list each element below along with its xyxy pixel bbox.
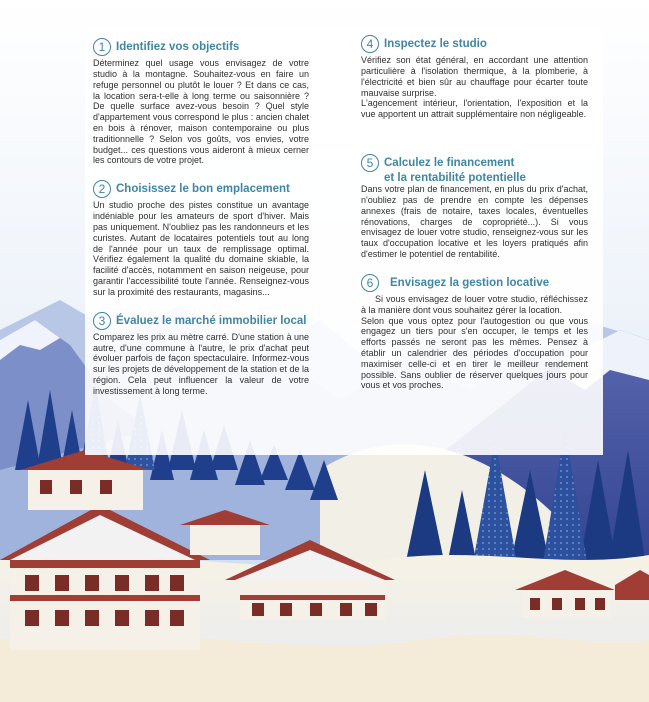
section-number: 6 bbox=[361, 274, 379, 292]
left-column bbox=[93, 38, 309, 406]
section-number: 4 bbox=[361, 35, 379, 53]
section-body: Si vous envisagez de louer votre studio, réfléchissez à la manière dont vous souhaitez gérer la location. bbox=[361, 294, 588, 315]
section-number: 3 bbox=[93, 312, 111, 330]
section-number: 2 bbox=[93, 180, 111, 198]
section-body-2: L'agencement intérieur, l'orientation, l'exposition et la vue apportent un attrait supplémentaire non négligeable. bbox=[361, 98, 588, 120]
section-title: Inspectez le studio bbox=[384, 38, 487, 50]
section-title: Évaluez le marché immobilier local bbox=[116, 314, 307, 327]
right-column bbox=[361, 35, 588, 400]
section-6 bbox=[361, 274, 588, 391]
section-title: Identifiez vos objectifs bbox=[116, 41, 240, 53]
section-body: Vérifiez son état général, en accordant une attention particulière à l'isolation thermique, à la plomberie, à l'électricité et bien sûr au chauffage pour écarter toute mauvaise surprise. bbox=[361, 55, 588, 98]
section-3 bbox=[93, 312, 309, 397]
section-body: Déterminez quel usage vous envisagez de votre studio à la montagne. Souhaitez-vous en faire un refuge personnel ou plutôt le louer ? Et dans ce cas, la location sera-t-elle à long terme ou saisonnière ? De quelle surface avez-vous besoin ? Quel style d'appartement vous correspond le plus : ancien chalet en bois à rénover, maison contemporaine ou plus traditionnelle ? Selon vos goûts, vos envies, votre budget... ces questions vous aideront à mieux cerner les contours de votre projet. bbox=[93, 58, 309, 166]
section-5 bbox=[361, 154, 588, 260]
section-1 bbox=[93, 38, 309, 166]
section-body: Comparez les prix au mètre carré. D'une station à une autre, d'une commune à l'autre, le prix d'achat peut évoluer parfois de façon spectaculaire. Informez-vous sur les projets de développement de la station et de la région. Cela peut influencer la valeur de votre investissement à long terme. bbox=[93, 331, 309, 396]
section-body: Un studio proche des pistes constitue un avantage indéniable pour les amateurs de sport d'hiver. Mais pas uniquement. N'oubliez pas les randonneurs et les curistes. Autant de locataires potentiels tout au long de l'année pour un taux de remplissage optimal. Vérifiez également la qualité du domaine skiable, la facilité d'accès, notamment en saison neigeuse, pour garantir l'accessibilité toute l'année. Renseignez-vous sur la proximité des restaurants, magasins... bbox=[93, 200, 309, 297]
section-title-line-2: et la rentabilité potentielle bbox=[384, 172, 526, 185]
section-title: Calculez le financement bbox=[384, 157, 515, 170]
section-title: Choisissez le bon emplacement bbox=[116, 183, 290, 196]
section-title: Envisagez la gestion locative bbox=[390, 276, 550, 289]
section-body: Dans votre plan de financement, en plus du prix d'achat, n'oubliez pas de prendre en compte les dépenses annexes (frais de notaire, taxes locales, éventuelles rénovations, charges de copropriété...). Si vous envisagez de louer votre studio, renseignez-vous sur les taux d'occupation locative et les loyers pratiqués afin d'estimer le potentiel de rentabilité. bbox=[361, 184, 588, 260]
section-number: 1 bbox=[93, 38, 111, 56]
section-number: 5 bbox=[361, 154, 379, 172]
section-body-2: Selon que vous optez pour l'autogestion ou que vous engagez un tiers pour s'en occuper, le temps et les efforts passés ne seront pas les mêmes. Pensez à établir un calendrier des périodes d'occupation pour maximiser celle-ci et en tirer le meilleur rendement possible. Sans oublier de réserver quelques jours pour vous et vos proches. bbox=[361, 315, 588, 391]
section-4 bbox=[361, 35, 588, 120]
section-2 bbox=[93, 180, 309, 297]
